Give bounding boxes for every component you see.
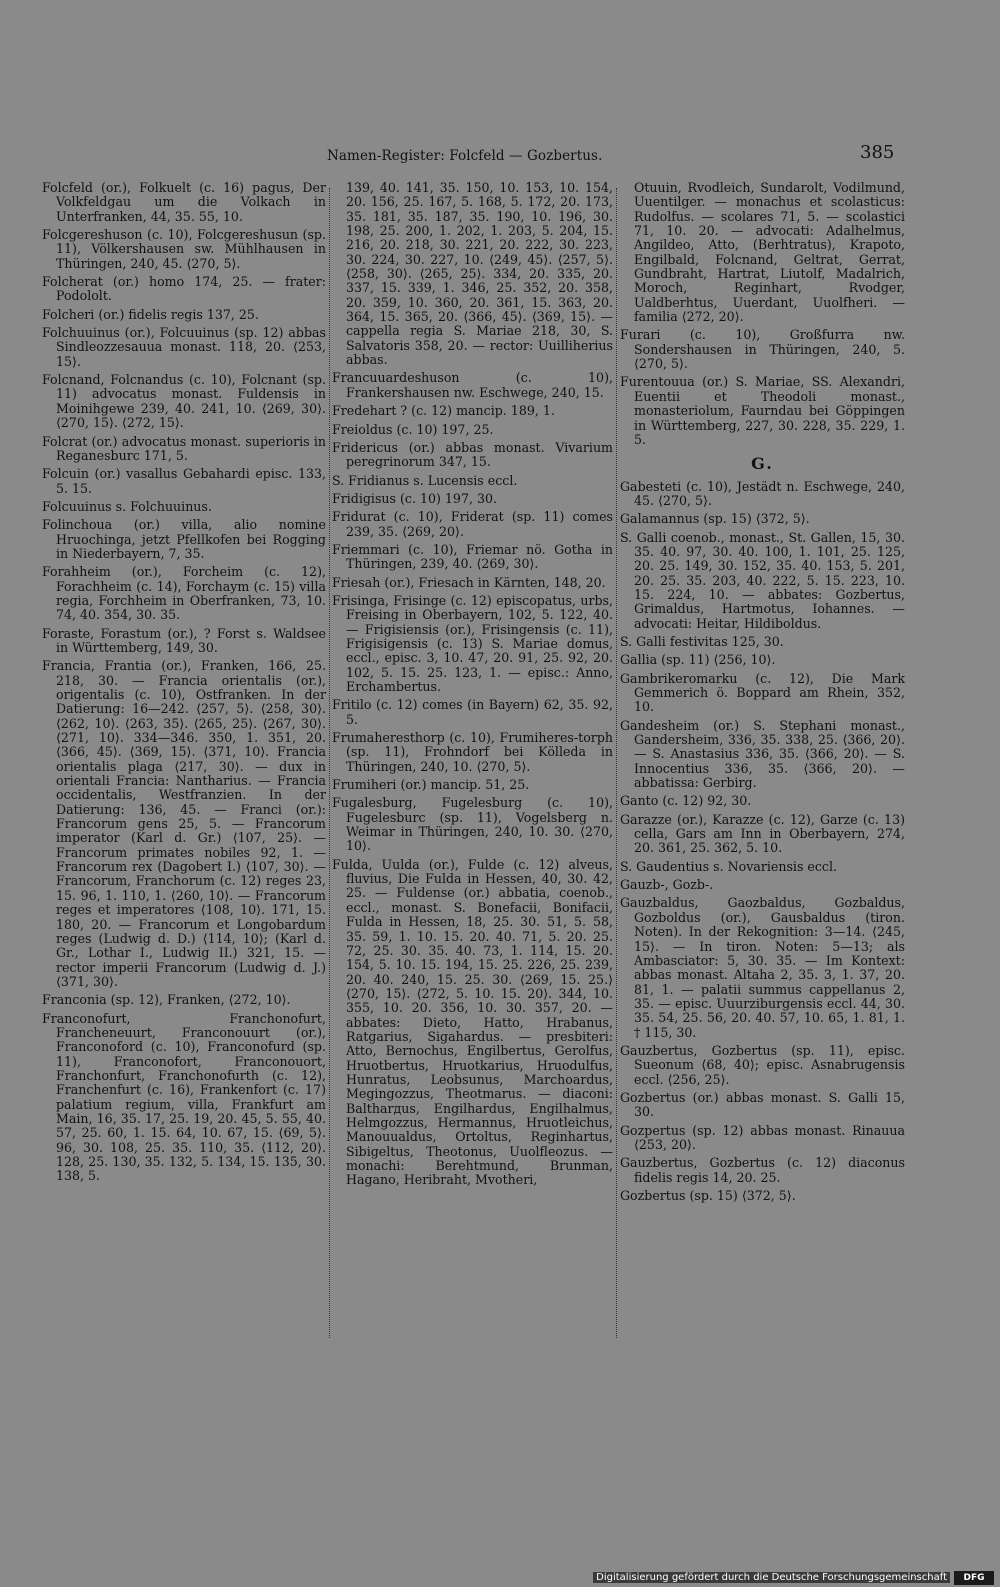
index-entry: Ganto (c. 12) 92, 30. — [620, 793, 752, 809]
index-entry: Franconofurt, Franchonofurt, Francheneuurt, Franconouurt (or.), Franconoford (c. 10), Franconofurd (sp. 11), Franconofort, Franconouort, Franchonfurt, Franchonofurth (c. 12), Franchenfurt (c. 16), Frankenfort (c. 17) palatium regium, villa, Frankfurt am Main, 16, 35. 17, 25. 19, 20. 45, 5. 55, 40. 57, 25. 60, 1. 15. 64, 10. 67, 15. ⟨69, 5⟩. 96, 30. 108, 25. 35. 110, 35. ⟨112, 20⟩. 128, 25. 130, 35. 132, 5. 134, 15. 135, 30. 138, 5. — [42, 1010, 326, 1184]
index-entry: Gauzb-, Gozb-. — [620, 877, 714, 893]
index-entry: Furari (c. 10), Großfurra nw. Sondershausen in Thüringen, 240, 5. ⟨270, 5⟩. — [620, 327, 905, 372]
index-entry: Furentouua (or.) S. Mariae, SS. Alexandri, Euentii et Theodoli monast., monasteriolum, Faurndau bei Göppingen in Württemberg, 227, 30. 228, 35. 229, 1. 5. — [620, 374, 905, 447]
index-entry: Folinchoua (or.) villa, alio nomine Hruochinga, jetzt Pfellkofen bei Rogging in Niederbayern, 7, 35. — [42, 517, 326, 561]
index-entry: Forahheim (or.), Forcheim (c. 12), Forachheim (c. 14), Forchaym (c. 15) villa regia, Forchheim in Oberfranken, 73, 10. 74, 40. 354, 30. 35. — [42, 564, 326, 623]
index-entry: Folcuuinus s. Folchuuinus. — [42, 498, 212, 514]
index-entry: Folchuuinus (or.), Folcuuinus (sp. 12) abbas Sindleozzesauua monast. 118, 20. ⟨253, 15⟩. — [42, 325, 326, 369]
column-divider — [329, 188, 330, 1338]
running-head: Namen-Register: Folcfeld — Gozbertus. — [327, 148, 603, 164]
index-entry: Folcheri (or.) fidelis regis 137, 25. — [42, 306, 259, 322]
index-entry: S. Galli coenob., monast., St. Gallen, 15, 30. 35. 40. 97, 30. 40. 100, 1. 101, 25. 125, 20. 25. 149, 30. 152, 35. 40. 153, 5. 201, 20. 25. 35. 203, 40. 222, 5. 15. 223, 10. 15. 224, 10. — abbates: Gozbertus, Grimaldus, Hartmotus, Iohannes. — advocati: Heitar, Hildiboldus. — [620, 529, 905, 631]
index-entry: Gauzbertus, Gozbertus (c. 12) diaconus fidelis regis 14, 20. 25. — [620, 1155, 905, 1185]
index-entry: Folcnand, Folcnandus (c. 10), Folcnant (sp. 11) advocatus monast. Fuldensis in Moinihgewe 239, 40. 241, 10. ⟨269, 30⟩. ⟨270, 15⟩. ⟨272, 15⟩. — [42, 372, 326, 431]
index-entry: Foraste, Forastum (or.), ? Forst s. Waldsee in Württemberg, 149, 30. — [42, 625, 326, 655]
index-entry: Fredehart ? (c. 12) mancip. 189, 1. — [332, 403, 555, 419]
column-divider — [616, 188, 617, 1338]
continued-entry: 139, 40. 141, 35. 150, 10. 153, 10. 154, 20. 156, 25. 167, 5. 168, 5. 172, 20. 173, 35. 181, 35. 187, 35. 190, 10. 196, 30. 198, 25. 200, 1. 202, 1. 203, 5. 204, 15. 216, 20. 218, 30. 221, 20. 222, 30. 223, 30. 224, 30. 227, 10. ⟨249, 45⟩. ⟨257, 5⟩. ⟨258, 30⟩. ⟨265, 25⟩. 334, 20. 335, 20. 337, 15. 339, 1. 346, 25. 352, 20. 358, 20. 359, 10. 360, 20. 361, 15. 363, 20. 364, 15. 365, 20. ⟨366, 45⟩. ⟨369, 15⟩. — cappella regia S. Mariae 218, 30, S. Salvatoris 358, 20. — rector: Uuilliherius abbas. — [346, 181, 613, 368]
index-entry: Frumaheresthorp (c. 10), Frumiheres-torph (sp. 11), Frohndorf bei Kölleda in Thüringen, 240, 10. ⟨270, 5⟩. — [332, 730, 613, 774]
letter-heading: G. — [751, 454, 774, 474]
index-entry: Gambrikeromarku (c. 12), Die Mark Gemmerich ö. Boppard am Rhein, 352, 10. — [620, 670, 905, 715]
index-entry: Gozpertus (sp. 12) abbas monast. Rinauua ⟨253, 20⟩. — [620, 1122, 905, 1152]
dfg-logo: DFG — [954, 1571, 994, 1585]
index-entry: Folcgereshuson (c. 10), Folcgereshusun (sp. 11), Völkershausen sw. Mühlhausen in Thüringen, 240, 45. ⟨270, 5⟩. — [42, 227, 326, 271]
index-entry: Fugalesburg, Fugelesburg (c. 10), Fugelesburc (sp. 11), Vogelsberg n. Weimar in Thüringen, 240, 10. 30. ⟨270, 10⟩. — [332, 795, 613, 854]
funding-note: Digitalisierung gefördert durch die Deutsche Forschungsgemeinschaft — [593, 1572, 950, 1583]
index-entry: Franconia (sp. 12), Franken, ⟨272, 10⟩. — [42, 992, 291, 1008]
index-entry: Galamannus (sp. 15) ⟨372, 5⟩. — [620, 511, 810, 527]
index-entry: Fridericus (or.) abbas monast. Vivarium peregrinorum 347, 15. — [332, 439, 613, 470]
index-entry: S. Gaudentius s. Novariensis eccl. — [620, 858, 838, 874]
index-entry: Fridurat (c. 10), Friderat (sp. 11) comes 239, 35. ⟨269, 20⟩. — [332, 509, 613, 539]
index-entry: Folcuin (or.) vasallus Gebahardi episc. 133, 5. 15. — [42, 466, 326, 496]
index-entry: Gabesteti (c. 10), Jestädt n. Eschwege, 240, 45. ⟨270, 5⟩. — [620, 478, 905, 508]
index-entry: Fulda, Uulda (or.), Fulde (c. 12) alveus, fluvius, Die Fulda in Hessen, 40, 30. 42, 25. — Fuldense (or.) abbatia, coenob., eccl., monast. S. Bonefacii, Bonifacii, Fulda in Hessen, 18, 25. 30. 51, 5. 58, 35. 59, 1. 10. 15. 20. 40. 71, 5. 20. 25. 72, 25. 30. 35. 40. 73, 1. 114, 15. 20. 154, 5. 10. 15. 194, 15. 25. 226, 25. 239, 20. 40. 240, 15. 25. 30. ⟨269, 15. 25.⟩ ⟨270, 15⟩. ⟨272, 5. 10. 15. 20⟩. 344, 10. 355, 10. 20. 356, 10. 30. 357, 20. — abbates: Dieto, Hatto, Hrabanus, Ratgarius, Sigahardus. — presbiteri: Atto, Bernochus, Engilbertus, Gerolfus, Hruotbertus, Hruotkarius, Hruodulfus, Hunratus, Leobsunus, Marchoardus, Megingozzus, Theotmarus. — diaconi: Baltharдus, Engilhardus, Engilhalmus, Helmgozzus, Hermannus, Hruotleichus, Manouualdus, Ortoltus, Reginhartus, Sibigeltus, Theotonus, Uuolfleozus. — monachi: Berehtmund, Brunman, Hagano, Heribraht, Mvotheri, — [332, 856, 613, 1188]
index-entry: Gallia (sp. 11) ⟨256, 10⟩. — [620, 652, 776, 668]
index-column-3 — [620, 181, 905, 1207]
index-column-2 — [332, 181, 613, 1192]
index-entry: Gauzbaldus, Gaozbaldus, Gozbaldus, Gozboldus (or.), Gausbaldus (tiron. Noten). In der Rekognition: 3—14. ⟨245, 15⟩. — In tiron. Noten: 5—13; als Ambasciator: 5, 30. 35. — Im Kontext: abbas monast. Altaha 2, 35. 3, 1. 37, 20. 81, 1. — palatii summus cappellanus 2, 35. — episc. Uuurziburgensis eccl. 44, 30. 35. 54, 25. 56, 20. 40. 57, 10. 65, 1. 81, 1. † 115, 30. — [620, 895, 905, 1040]
index-entry: S. Galli festivitas 125, 30. — [620, 633, 784, 649]
index-entry: Frumiheri (or.) mancip. 51, 25. — [332, 777, 530, 793]
page-number: 385 — [860, 142, 895, 163]
funding-footer — [598, 1571, 998, 1587]
index-entry: S. Fridianus s. Lucensis eccl. — [332, 472, 518, 488]
index-entry: Friemmari (c. 10), Friemar nö. Gotha in Thüringen, 239, 40. ⟨269, 30⟩. — [332, 541, 613, 572]
index-entry: Francia, Frantia (or.), Franken, 166, 25. 218, 30. — Francia orientalis (or.), origentalis (c. 10), Ostfranken. In der Datierung: 16—242. ⟨257, 5⟩. ⟨258, 30⟩. ⟨262, 10⟩. ⟨263, 35⟩. ⟨265, 25⟩. ⟨267, 30⟩. ⟨271, 10⟩. 334—346. 350, 1. 351, 20. ⟨366, 45⟩. ⟨369, 15⟩. ⟨371, 10⟩. Francia orientalis plaga ⟨217, 30⟩. — dux in orientali Francia: Nantharius. — Francia occidentalis, Westfranzien. In der Datierung: 136, 45. — Franci (or.): Francorum gens 25, 5. — Francorum imperator (Karl d. Gr.) ⟨107, 25⟩. — Francorum primates nobiles 92, 1. — Francorum rex (Dagobert I.) ⟨107, 30⟩. — Francorum, Franchorum (c. 12) reges 23, 15. 96, 1. 110, 1. ⟨260, 10⟩. — Francorum reges et imperatores ⟨108, 10⟩. 171, 15. 180, 20. — Francorum et Longobardum reges (Ludwig d. D.) ⟨114, 10⟩; (Karl d. Gr., Lothar I., Ludwig II.) 321, 15. — rector imperii Francorum (Ludwig d. J.) ⟨371, 30⟩. — [42, 658, 326, 989]
index-entry: Gauzbertus, Gozbertus (sp. 11), episc. Sueonum ⟨68, 40⟩; episc. Asnabrugensis eccl. ⟨256, 25⟩. — [620, 1042, 905, 1087]
index-entry: Gandesheim (or.) S. Stephani monast., Gandersheim, 336, 35. 338, 25. ⟨366, 20⟩. — S. Anastasius 336, 35. ⟨366, 20⟩. — S. Innocentius 336, 35. ⟨366, 20⟩. — abbatissa: Gerbirg. — [620, 717, 905, 791]
index-entry: Folcherat (or.) homo 174, 25. — frater: Podololt. — [42, 274, 326, 304]
index-entry: Fritilo (c. 12) comes (in Bayern) 62, 35. 92, 5. — [332, 697, 613, 727]
index-entry: Garazze (or.), Karazze (c. 12), Garze (c. 13) cella, Gars am Inn in Oberbayern, 274, 20. 361, 25. 362, 5. 10. — [620, 811, 905, 856]
index-entry: Gozbertus (or.) abbas monast. S. Galli 15, 30. — [620, 1089, 905, 1120]
page-header — [0, 142, 1000, 172]
index-entry: Friesah (or.), Friesach in Kärnten, 148, 20. — [332, 574, 606, 590]
index-entry: Freioldus (c. 10) 197, 25. — [332, 421, 494, 437]
index-entry: Gozbertus (sp. 15) ⟨372, 5⟩. — [620, 1188, 796, 1203]
index-entry: Frisinga, Frisinge (c. 12) episcopatus, urbs, Freising in Oberbayern, 102, 5. 122, 40. — Frigisiensis (or.), Frisingensis (c. 11), Frigisigensis (c. 13) S. Mariae domus, eccl., episc. 3, 10. 47, 20. 91, 25. 92, 20. 102, 5. 15. 25. 123, 1. — episc.: Anno, Erchambertus. — [332, 592, 613, 694]
continued-entry: Otuuin, Rvodleich, Sundarolt, Vodilmund, Uuentilger. — monachus et scolasticus: Rudolfus. — scolares 71, 5. — scolastici 71, 10. 20. — advocati: Adalhelmus, Angildeo, Atto, (Berhtratus), Krapoto, Engilbald, Folcnand, Geltrat, Gerrat, Gundbraht, Hartrat, Liutolf, Madalrich, Moroch, Reginhart, Rvodger, Ualdberhtus, Uuerdant, Uuolfheri. — familia ⟨272, 20⟩. — [634, 181, 905, 325]
index-entry: Folcfeld (or.), Folkuelt (c. 16) pagus, Der Volkfeldgau um die Volkach in Unterfranken, 44, 35. 55, 10. — [42, 181, 326, 224]
index-entry: Fridigisus (c. 10) 197, 30. — [332, 490, 497, 506]
index-entry: Francuuardeshuson (c. 10), Frankershausen nw. Eschwege, 240, 15. — [332, 370, 613, 400]
index-entry: Folcrat (or.) advocatus monast. superioris in Reganesburc 171, 5. — [42, 433, 326, 463]
index-column-1 — [42, 181, 326, 1188]
